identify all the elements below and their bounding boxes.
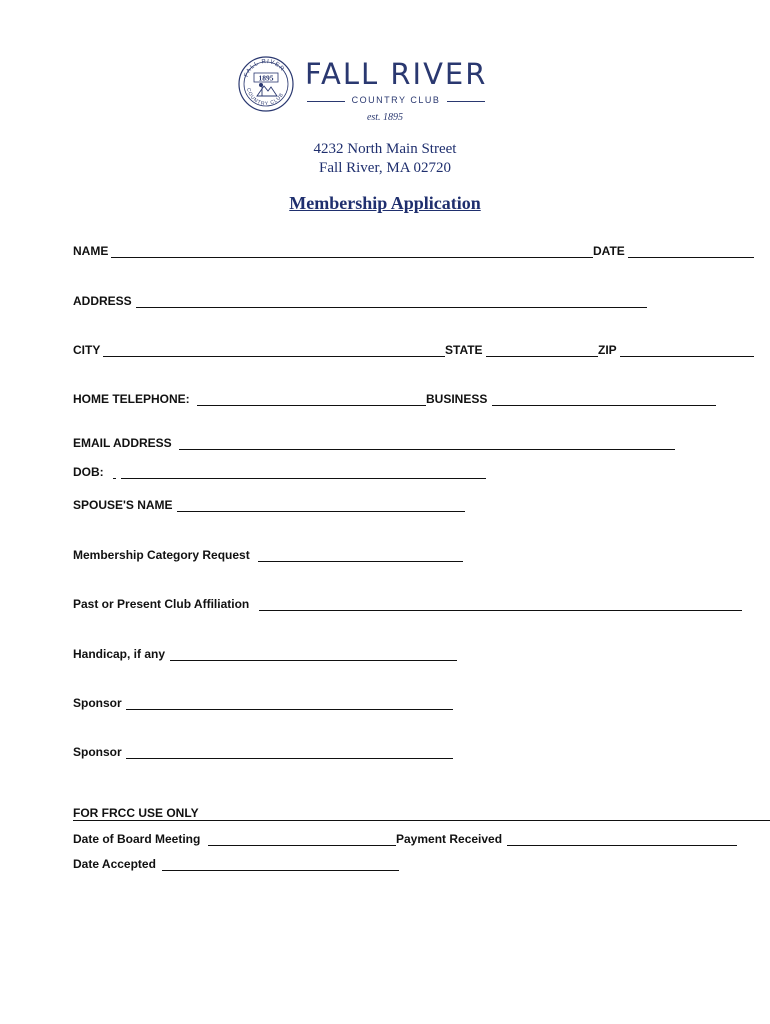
date-accepted-label: Date Accepted [73, 857, 156, 871]
zip-label: ZIP [598, 343, 617, 357]
city-state-zip-row [73, 343, 755, 359]
address-field[interactable] [136, 307, 647, 308]
affiliation-row [73, 597, 744, 613]
spouse-label: SPOUSE'S NAME [73, 498, 173, 512]
date-field[interactable] [628, 257, 754, 258]
telephone-row [73, 392, 718, 408]
affiliation-field[interactable] [259, 610, 742, 611]
category-label: Membership Category Request [73, 548, 250, 562]
club-name-rule-left [307, 101, 345, 102]
dob-month-field[interactable] [113, 478, 116, 479]
spouse-row [73, 498, 467, 514]
state-label: STATE [445, 343, 483, 357]
name-field[interactable] [111, 257, 593, 258]
name-label: NAME [73, 244, 109, 258]
date-accepted-field[interactable] [162, 870, 399, 871]
handicap-field[interactable] [170, 660, 457, 661]
business-label: BUSINESS [426, 392, 488, 406]
board-meeting-field[interactable] [208, 845, 396, 846]
dob-field[interactable] [121, 478, 486, 479]
home-telephone-field[interactable] [197, 405, 426, 406]
business-field[interactable] [492, 405, 716, 406]
date-accepted-row [73, 857, 401, 873]
name-date-row [73, 244, 755, 260]
board-payment-row [73, 832, 739, 848]
handicap-label: Handicap, if any [73, 647, 166, 661]
city-label: CITY [73, 343, 101, 357]
club-name: FALL RIVER [305, 57, 488, 91]
sponsor-label-2: Sponsor [73, 745, 122, 759]
address-row [73, 294, 649, 310]
date-label: DATE [593, 244, 625, 258]
email-row [73, 436, 677, 452]
sponsor-row-1 [73, 696, 455, 712]
email-label: EMAIL ADDRESS [73, 436, 172, 450]
sponsor-label-1: Sponsor [73, 696, 122, 710]
payment-received-label: Payment Received [396, 832, 503, 846]
sponsor-field-1[interactable] [126, 709, 453, 710]
club-name-rule-right [447, 101, 485, 102]
address-label: ADDRESS [73, 294, 132, 308]
spouse-field[interactable] [177, 511, 465, 512]
crest-text-top: FALL RIVER [243, 58, 286, 78]
club-crest-logo [237, 52, 295, 116]
state-field[interactable] [486, 356, 598, 357]
dob-label: DOB: [73, 465, 104, 479]
sponsor-row-2 [73, 745, 455, 761]
category-row [73, 548, 465, 564]
club-subtitle: COUNTRY CLUB [351, 95, 441, 105]
category-field[interactable] [258, 561, 463, 562]
zip-field[interactable] [620, 356, 754, 357]
club-established: est. 1895 [366, 112, 404, 123]
dob-row [73, 465, 488, 481]
payment-received-field[interactable] [507, 845, 737, 846]
board-meeting-label: Date of Board Meeting [73, 832, 201, 846]
office-use-divider [73, 820, 770, 821]
address-street: 4232 North Main Street [313, 141, 457, 157]
crest-year: 1895 [258, 73, 274, 83]
sponsor-field-2[interactable] [126, 758, 453, 759]
affiliation-label: Past or Present Club Affiliation [73, 597, 250, 611]
address-city: Fall River, MA 02720 [319, 160, 451, 176]
email-field[interactable] [179, 449, 675, 450]
crest-text-bottom: COUNTRY CLUB [245, 87, 286, 108]
office-use-heading: FOR FRCC USE ONLY [73, 806, 199, 820]
city-field[interactable] [103, 356, 445, 357]
page-title: Membership Application [289, 193, 481, 213]
svg-text:COUNTRY CLUB [245, 87, 285, 107]
handicap-row [73, 647, 459, 663]
home-telephone-label: HOME TELEPHONE: [73, 392, 190, 406]
